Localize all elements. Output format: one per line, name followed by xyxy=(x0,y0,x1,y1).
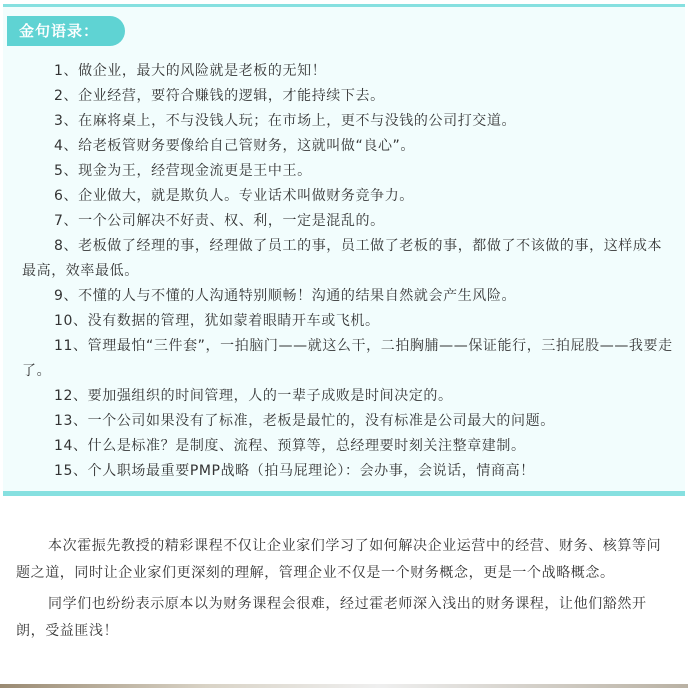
quote-item: 9、不懂的人与不懂的人沟通特别顺畅！沟通的结果自然就会产生风险。 xyxy=(54,288,517,304)
quote-item: 6、企业做大，就是欺负人。专业话术叫做财务竞争力。 xyxy=(54,188,414,204)
article-body xyxy=(16,533,674,649)
article-paragraph: 同学们也纷纷表示原本以为财务课程会很难，经过霍老师深入浅出的财务课程，让他们豁然开朗，受益匪浅！ xyxy=(16,596,647,639)
quote-box xyxy=(3,4,685,496)
quote-item: 12、要加强组织的时间管理，人的一辈子成败是时间决定的。 xyxy=(54,388,453,404)
quote-item: 4、给老板管财务要像给自己管财务，这就叫做“良心”。 xyxy=(54,138,416,154)
quote-list xyxy=(22,59,674,484)
quote-item: 1、做企业，最大的风险就是老板的无知！ xyxy=(54,63,327,79)
photo-edge xyxy=(0,684,688,688)
quote-item: 2、企业经营，要符合赚钱的逻辑，才能持续下去。 xyxy=(54,88,385,104)
quote-item: 5、现金为王，经营现金流更是王中王。 xyxy=(54,163,312,179)
quote-item: 10、没有数据的管理，犹如蒙着眼睛开车或飞机。 xyxy=(54,313,380,329)
article-paragraph: 本次霍振先教授的精彩课程不仅让企业家们学习了如何解决企业运营中的经营、财务、核算等问题之道，同时让企业家们更深刻的理解，管理企业不仅是一个财务概念，更是一个战略概念。 xyxy=(16,538,662,581)
quote-item: 8、老板做了经理的事，经理做了员工的事，员工做了老板的事，都做了不该做的事，这样成本最高，效率最低。 xyxy=(22,238,663,279)
quote-item: 13、一个公司如果没有了标准，老板是最忙的，没有标准是公司最大的问题。 xyxy=(54,413,555,429)
quote-item: 7、一个公司解决不好责、权、利，一定是混乱的。 xyxy=(54,213,385,229)
quote-section-title: 金句语录： xyxy=(7,16,125,46)
quote-item: 14、什么是标准？是制度、流程、预算等，总经理要时刻关注整章建制。 xyxy=(54,438,526,454)
quote-item: 11、管理最怕“三件套”，一拍脑门——就这么干，二拍胸脯——保证能行，三拍屁股——我要走了。 xyxy=(22,338,673,379)
quote-item: 3、在麻将桌上，不与没钱人玩；在市场上，更不与没钱的公司打交道。 xyxy=(54,113,517,129)
quote-item: 15、个人职场最重要PMP战略（拍马屁理论）：会办事，会说话，情商高！ xyxy=(54,463,535,479)
